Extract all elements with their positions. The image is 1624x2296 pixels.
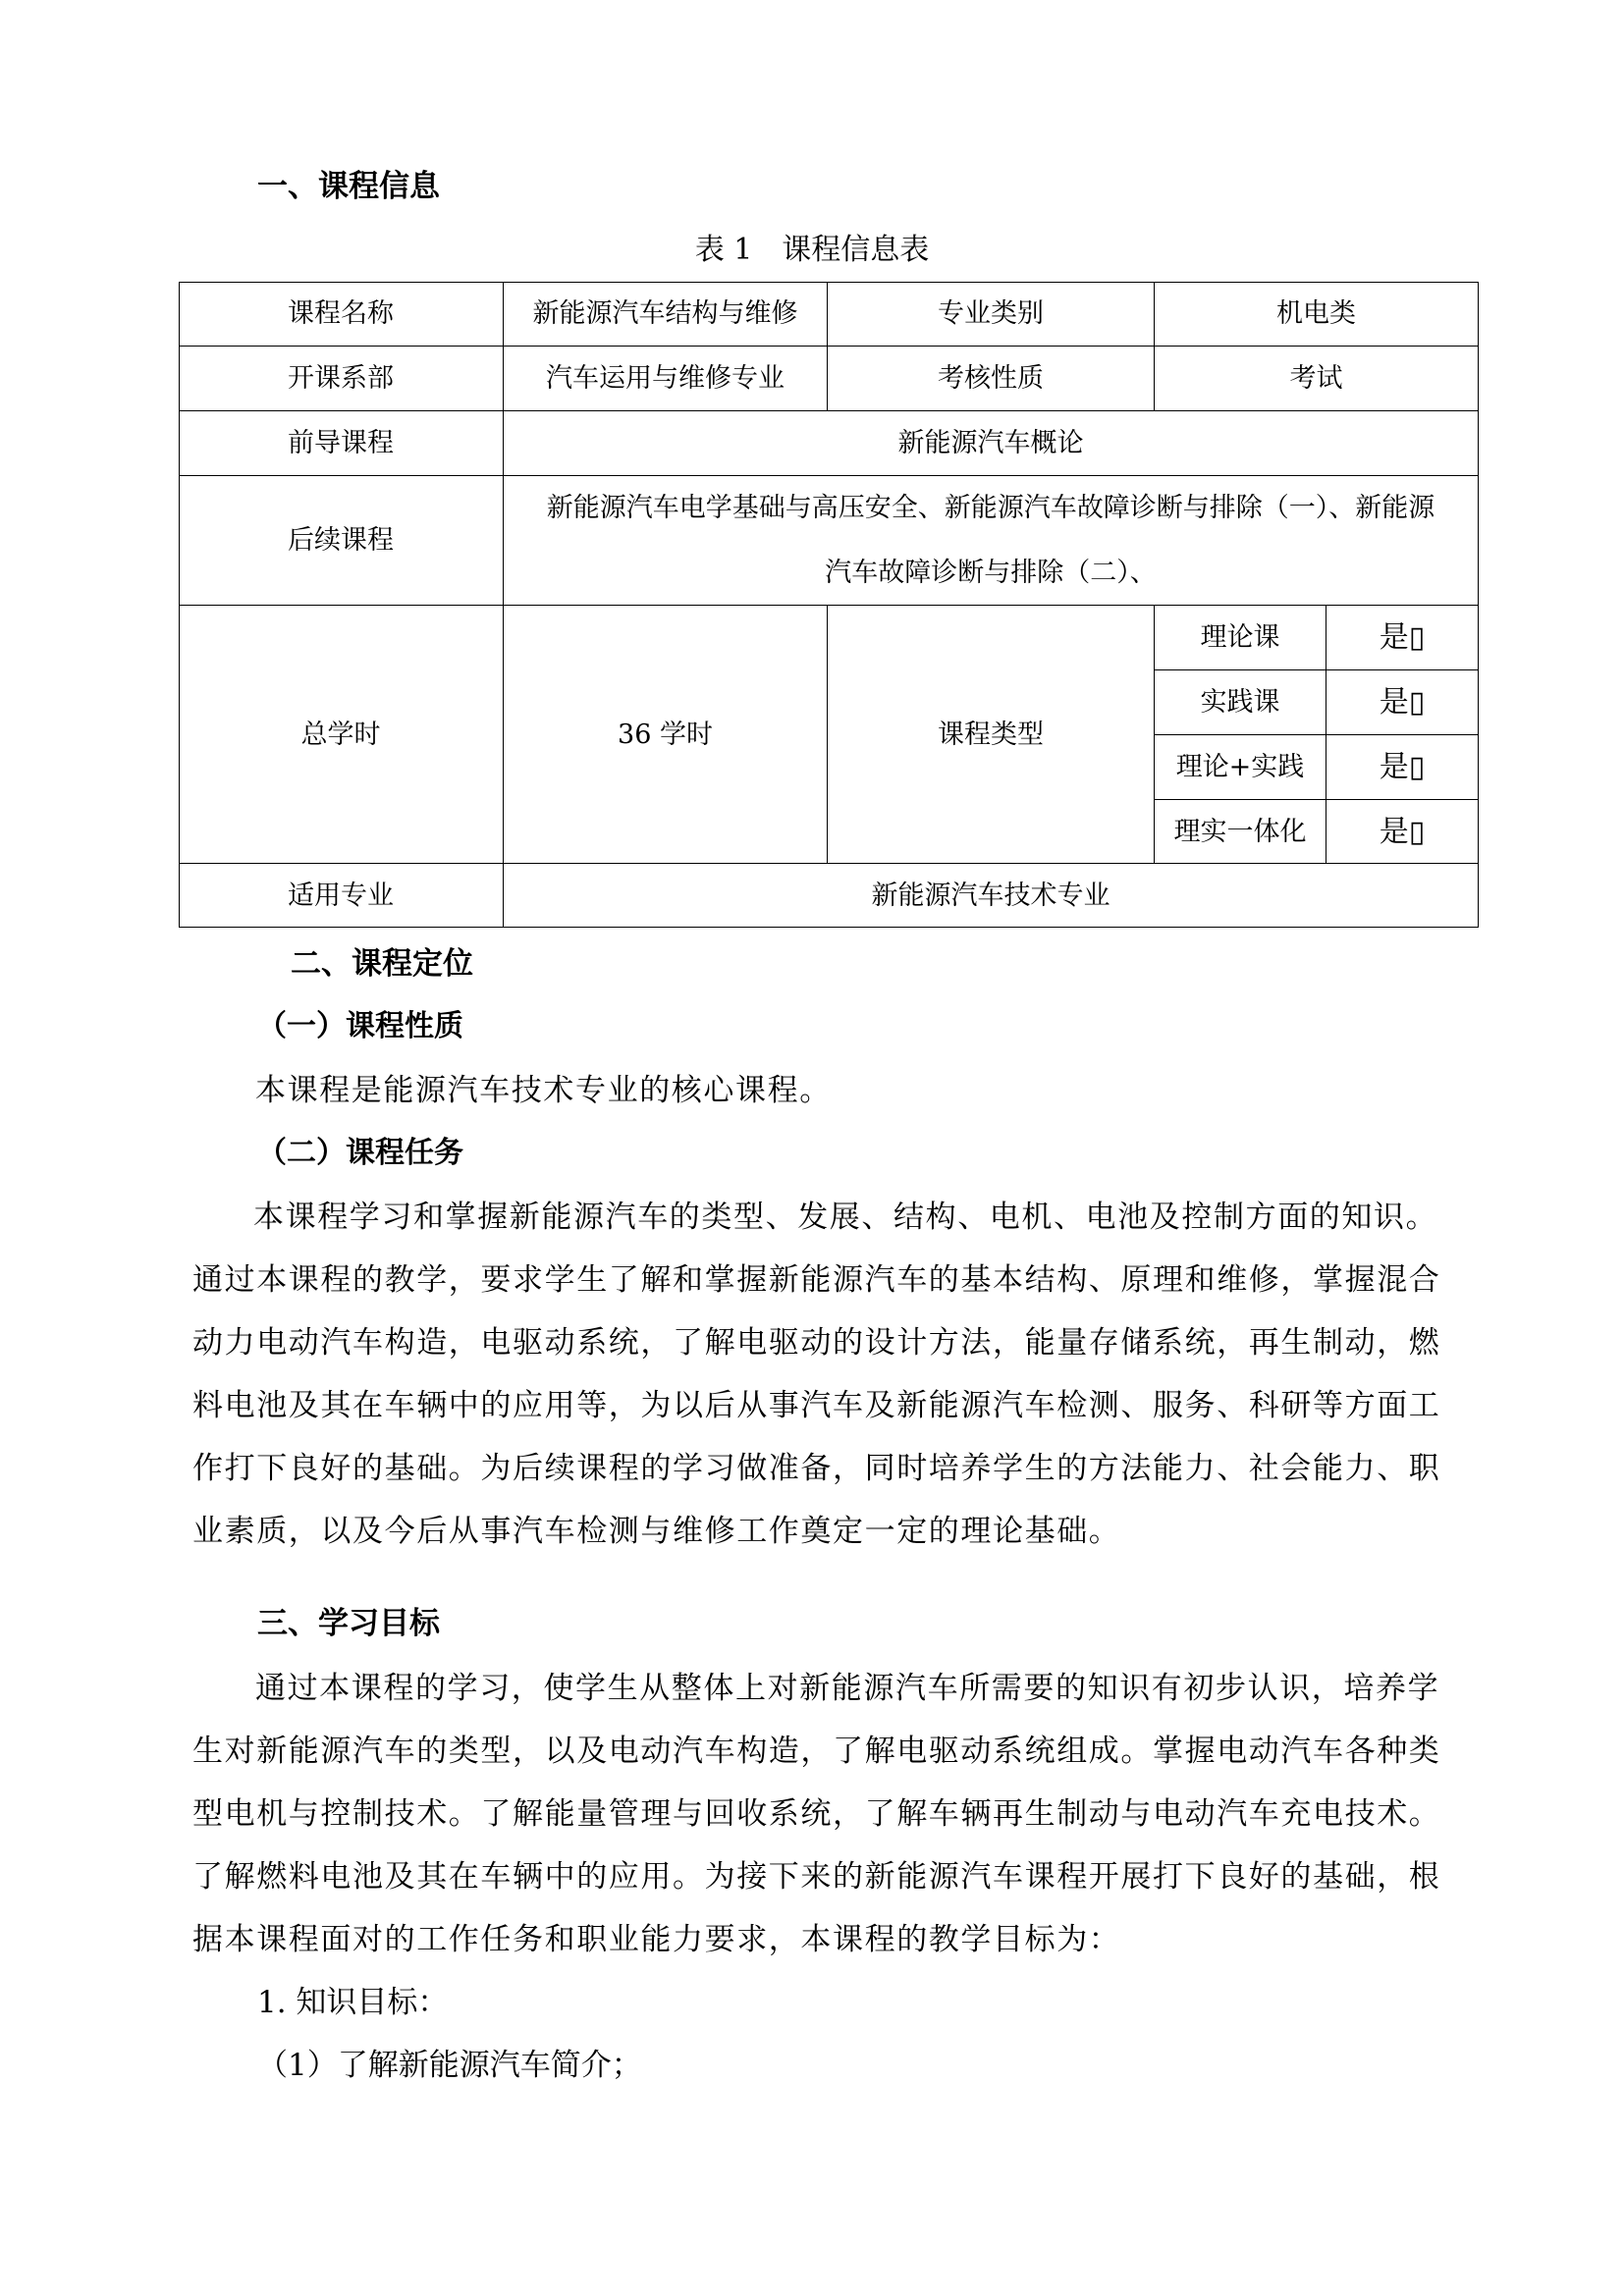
table-cell-label: 课程类型 xyxy=(828,606,1155,864)
table-cell-value: 考试 xyxy=(1155,347,1479,411)
course-type-value: 是▯ xyxy=(1326,800,1479,864)
table-cell-value: 新能源汽车结构与维修 xyxy=(504,282,828,347)
course-type-name: 理论课 xyxy=(1155,606,1326,670)
followup-courses-line1: 新能源汽车电学基础与高压安全、新能源汽车故障诊断与排除（一）、新能源 xyxy=(546,492,1435,523)
paragraph-line: 据本课程面对的工作任务和职业能力要求，本课程的教学目标为： xyxy=(192,1922,1121,1957)
paragraph-line: 作打下良好的基础。为后续课程的学习做准备，同时培养学生的方法能力、社会能力、职 xyxy=(192,1451,1441,1486)
table-cell-value: 机电类 xyxy=(1155,282,1479,347)
paragraph-line: 本课程学习和掌握新能源汽车的类型、发展、结构、电机、电池及控制方面的知识。 xyxy=(253,1200,1438,1235)
table-cell-value: 汽车运用与维修专业 xyxy=(504,347,828,411)
knowledge-objective-item: （1）了解新能源汽车简介； xyxy=(257,2048,642,2083)
table-cell-label: 考核性质 xyxy=(828,347,1155,411)
section-title-course-positioning: 二、课程定位 xyxy=(291,946,473,982)
course-type-name: 理论+实践 xyxy=(1155,735,1326,800)
paragraph-course-nature: 本课程是能源汽车技术专业的核心课程。 xyxy=(255,1073,832,1108)
table-cell-value: 36 学时 xyxy=(504,606,828,864)
paragraph-line: 生对新能源汽车的类型，以及电动汽车构造，了解电驱动系统组成。掌握电动汽车各种类 xyxy=(192,1734,1441,1769)
section-title-learning-objectives: 三、学习目标 xyxy=(257,1606,440,1641)
course-type-value: 是▯ xyxy=(1326,606,1479,670)
table-cell-label: 后续课程 xyxy=(179,476,504,606)
subsection-title-course-task: （二）课程任务 xyxy=(257,1136,463,1170)
followup-courses-line2: 汽车故障诊断与排除（二）、 xyxy=(825,557,1157,588)
table-cell-label: 适用专业 xyxy=(179,864,504,928)
course-type-name: 实践课 xyxy=(1155,670,1326,735)
table-cell-label: 开课系部 xyxy=(179,347,504,411)
course-type-name: 理实一体化 xyxy=(1155,800,1326,864)
section-title-course-info: 一、课程信息 xyxy=(257,169,440,204)
paragraph-line: 动力电动汽车构造，电驱动系统，了解电驱动的设计方法，能量存储系统，再生制动，燃 xyxy=(192,1325,1441,1361)
table-caption: 表 1 课程信息表 xyxy=(694,233,930,267)
table-cell-followup-courses xyxy=(504,476,1479,606)
table-cell-label: 总学时 xyxy=(179,606,504,864)
table-cell-label: 专业类别 xyxy=(828,282,1155,347)
table-cell-value: 新能源汽车概论 xyxy=(504,411,1479,476)
course-type-value: 是▯ xyxy=(1326,670,1479,735)
table-cell-value: 新能源汽车技术专业 xyxy=(504,864,1479,928)
paragraph-line: 业素质，以及今后从事汽车检测与维修工作奠定一定的理论基础。 xyxy=(192,1514,1121,1549)
paragraph-line: 型电机与控制技术。了解能量管理与回收系统，了解车辆再生制动与电动汽车充电技术。 xyxy=(192,1796,1441,1832)
paragraph-line: 通过本课程的教学，要求学生了解和掌握新能源汽车的基本结构、原理和维修，掌握混合 xyxy=(192,1262,1441,1298)
subsection-title-course-nature: （一）课程性质 xyxy=(257,1009,463,1043)
paragraph-line: 通过本课程的学习，使学生从整体上对新能源汽车所需要的知识有初步认识，培养学 xyxy=(255,1671,1440,1706)
paragraph-line: 了解燃料电池及其在车辆中的应用。为接下来的新能源汽车课程开展打下良好的基础，根 xyxy=(192,1859,1441,1895)
paragraph-line: 料电池及其在车辆中的应用等，为以后从事汽车及新能源汽车检测、服务、科研等方面工 xyxy=(192,1388,1441,1423)
knowledge-objectives-title: 1. 知识目标： xyxy=(257,1985,449,2020)
table-cell-label: 前导课程 xyxy=(179,411,504,476)
table-cell-label: 课程名称 xyxy=(179,282,504,347)
course-type-value: 是▯ xyxy=(1326,735,1479,800)
course-info-table xyxy=(179,282,1479,928)
